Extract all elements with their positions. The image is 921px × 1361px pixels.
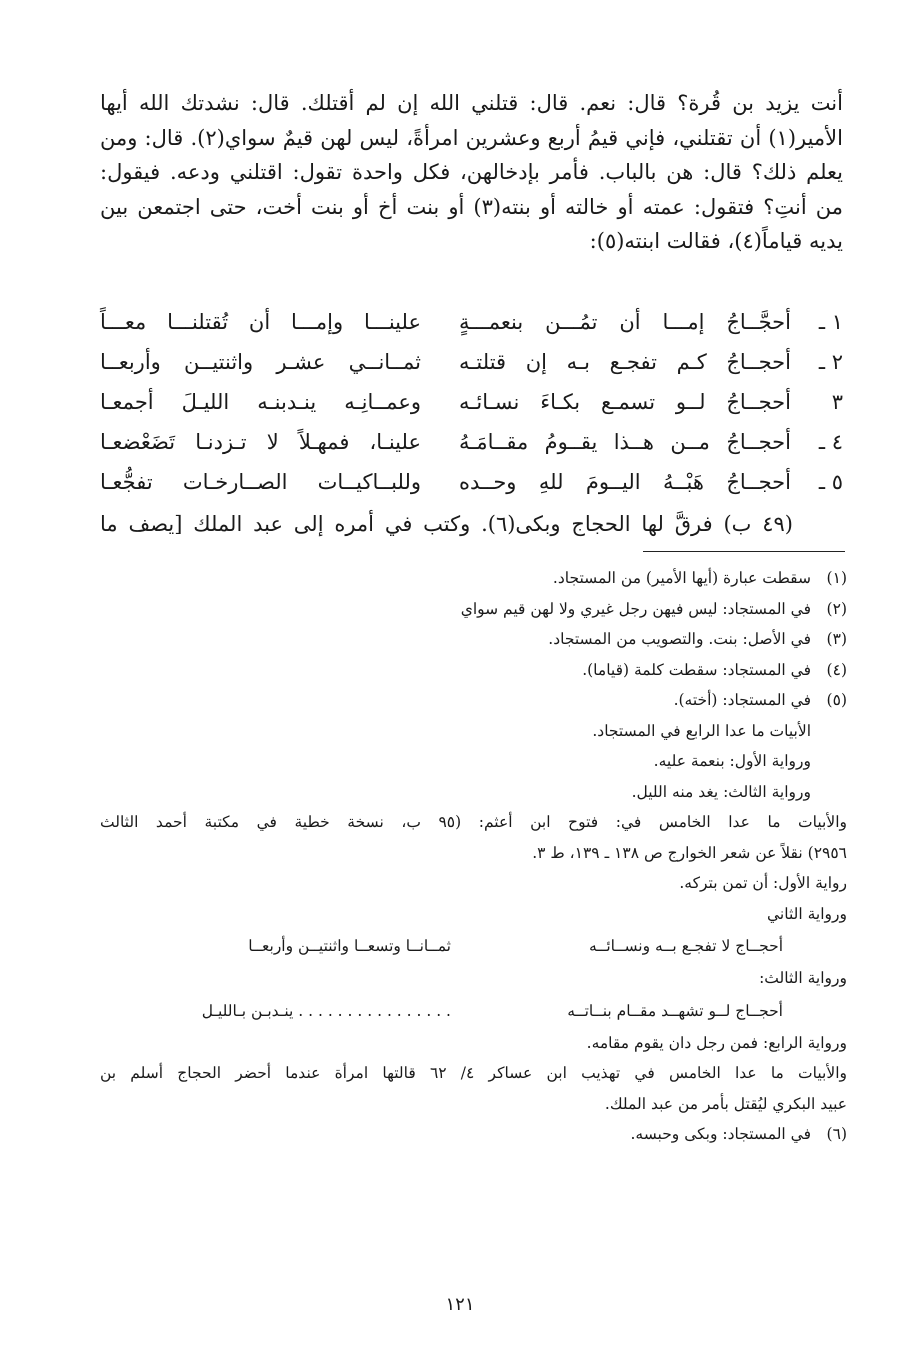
footnote-verse — [100, 929, 847, 963]
verse-first-hemistich: أحجَّــاجُ إمـــا أن تمُـــن بنعمـــةٍ — [459, 310, 791, 334]
verse-number: ٥ ـ — [818, 470, 843, 494]
footnote-verse-first-hemistich: أحجــاج لــو تشهــد مقــام بنــاتــه — [567, 1001, 783, 1020]
verse-second-hemistich: ثمــانــي عشـر واثنتيــن وأربعــا — [100, 350, 421, 374]
footnote-number: (٤) — [826, 660, 847, 679]
prose-line: من أنتِ؟ فتقول: عمته أو خالته أو بنته(٣) أو بنت أخ أو بنت أخت، حتى اجتمعن بين — [100, 194, 843, 219]
footnote-continuation — [100, 1089, 847, 1120]
footnote — [100, 563, 847, 594]
footnote-continuation — [100, 899, 847, 930]
prose-line: يعلم ذلك؟ قال: هن بالباب. فأمر بإدخالهن، فكل واحدة تقول: اقتلني ودعه. فيقول: — [100, 160, 843, 184]
footnote-number: (١) — [826, 569, 847, 587]
footnote-text: والأبيات ما عدا الخامس في: فتوح ابن أعثم: (٩٥ ب، نسخة خطية في مكتبة أحمد الثالث — [100, 813, 847, 831]
footnote — [100, 655, 847, 686]
verse-first-hemistich: أحجــاجُ مــن هــذا يقــومُ مقــامَـهُ — [459, 430, 791, 454]
verse-second-hemistich: وعمــانِـه ينـدبنـه الليـلَ أجمعـا — [100, 390, 421, 414]
verse-second-hemistich: علينـا، فمهـلاً لا تـزدنـا تَضَعْضعـا — [100, 430, 421, 454]
verse — [100, 462, 843, 502]
footnote-continuation — [100, 777, 847, 808]
footnote-continuation — [100, 716, 847, 747]
footnote-continuation — [100, 1028, 847, 1059]
footnote-verse-second-hemistich: . . . . . . . . . . . . . . . . ينـدبـن بـالليـل — [201, 1001, 451, 1020]
verse-number: ٤ ـ — [818, 430, 843, 454]
footnote-text: ورواية الرابع: فمن رجل دان يقوم مقامه. — [586, 1033, 847, 1052]
verse-second-hemistich: علينـــا وإمـــا أن تُقتلنـــا معـــاً — [100, 310, 421, 334]
footnote-continuation — [100, 868, 847, 899]
footnote-text: ورواية الثالث: — [759, 969, 847, 987]
verse — [100, 342, 843, 382]
footnote-text: في المستجاد: وبكى وحبسه. — [630, 1125, 811, 1143]
footnote-text: الأبيات ما عدا الرابع في المستجاد. — [592, 721, 811, 740]
footnote-text: في الأصل: بنت. والتصويب من المستجاد. — [548, 630, 811, 648]
footnote-text: ورواية الأول: بنعمة عليه. — [653, 752, 811, 770]
footnote — [100, 1119, 847, 1150]
verse-second-hemistich: وللبــاكيــات الصــارخـات تفجُّعـا — [100, 470, 421, 494]
footnote — [100, 624, 847, 655]
footnote-verse — [100, 994, 847, 1028]
footnote-continuation — [100, 838, 847, 869]
verse-first-hemistich: أحجــاجُ لــو تسمـع بكـاءَ نسـائـه — [459, 390, 791, 414]
footnote-verse-first-hemistich: أحجــاج لا تفجـع بــه ونســائــه — [588, 937, 783, 955]
verse-number: ١ ـ — [818, 310, 843, 334]
footnote-text: سقطت عبارة (أيها الأمير) من المستجاد. — [552, 569, 811, 587]
page-number: ١٢١ — [445, 1294, 475, 1315]
footnote-verse-second-hemistich: ثمــانــا وتسعــا واثنتيــن وأربعــا — [248, 937, 451, 955]
footnote-text: ورواية الثاني — [767, 904, 847, 923]
footnote-continuation — [100, 746, 847, 777]
footnote-continuation — [100, 807, 847, 838]
footnotes — [100, 563, 847, 1150]
footnote-divider — [643, 551, 845, 552]
verse-first-hemistich: أحجــاجُ كـم تفجـع بـه إن قتلتـه — [459, 350, 791, 374]
footnote-number: (٢) — [826, 599, 847, 618]
footnote — [100, 594, 847, 625]
footnote-continuation — [100, 1058, 847, 1089]
footnote-text: في المستجاد: سقطت كلمة (قياما). — [582, 660, 811, 679]
after-poem-line: (٤٩ ب) فرقَّ لها الحجاج وبكى(٦). وكتب في أمره إلى عبد الملك [يصف ما — [100, 512, 793, 536]
footnote — [100, 685, 847, 716]
footnote-text: والأبيات ما عدا الخامس في تهذيب ابن عساكر ٤/ ٦٢ قالتها امرأة عندما أحضر الحجاج أسلم بن — [100, 1064, 847, 1082]
footnote-text: رواية الأول: أن تمن بتركه. — [679, 874, 847, 892]
verse-first-hemistich: أحجــاجُ هَبْــهُ اليــومَ للهِ وحــده — [459, 470, 791, 494]
footnote-number: (٣) — [826, 630, 847, 648]
footnote-text: ٢٩٥٦) نقلاً عن شعر الخوارج ص ١٣٨ ـ ١٣٩، ط ٣. — [532, 843, 847, 862]
footnote-number: (٦) — [826, 1125, 847, 1143]
verse — [100, 382, 843, 422]
verse-number: ٣ — [831, 390, 843, 414]
prose-line: يديه قياماً(٤)، فقالت ابنته(٥): — [589, 229, 843, 253]
main-text — [100, 86, 843, 259]
footnote-text: في المستجاد: ليس فيهن رجل غيري ولا لهن قيم سواي — [460, 599, 811, 618]
footnote-text: في المستجاد: (أخته). — [673, 691, 811, 709]
footnote-continuation — [100, 963, 847, 994]
prose-line: الأمير(١) أن تقتلني، فإني قيمُ أربع وعشرين امرأةً، ليس لهن قيمٌ سواي(٢). قال: ومن — [100, 125, 843, 150]
verse — [100, 422, 843, 462]
footnote-text: عبيد البكري ليُقتل بأمر من عبد الملك. — [604, 1094, 847, 1113]
prose-line: أنت يزيد بن قُرة؟ قال: نعم. قال: قتلني الله إن لم أقتلك. قال: نشدتك الله أيها — [100, 91, 843, 115]
verse — [100, 302, 843, 342]
verse-number: ٢ ـ — [818, 350, 843, 374]
footnote-number: (٥) — [826, 691, 847, 709]
footnote-text: ورواية الثالث: يغد منه الليل. — [631, 782, 811, 801]
